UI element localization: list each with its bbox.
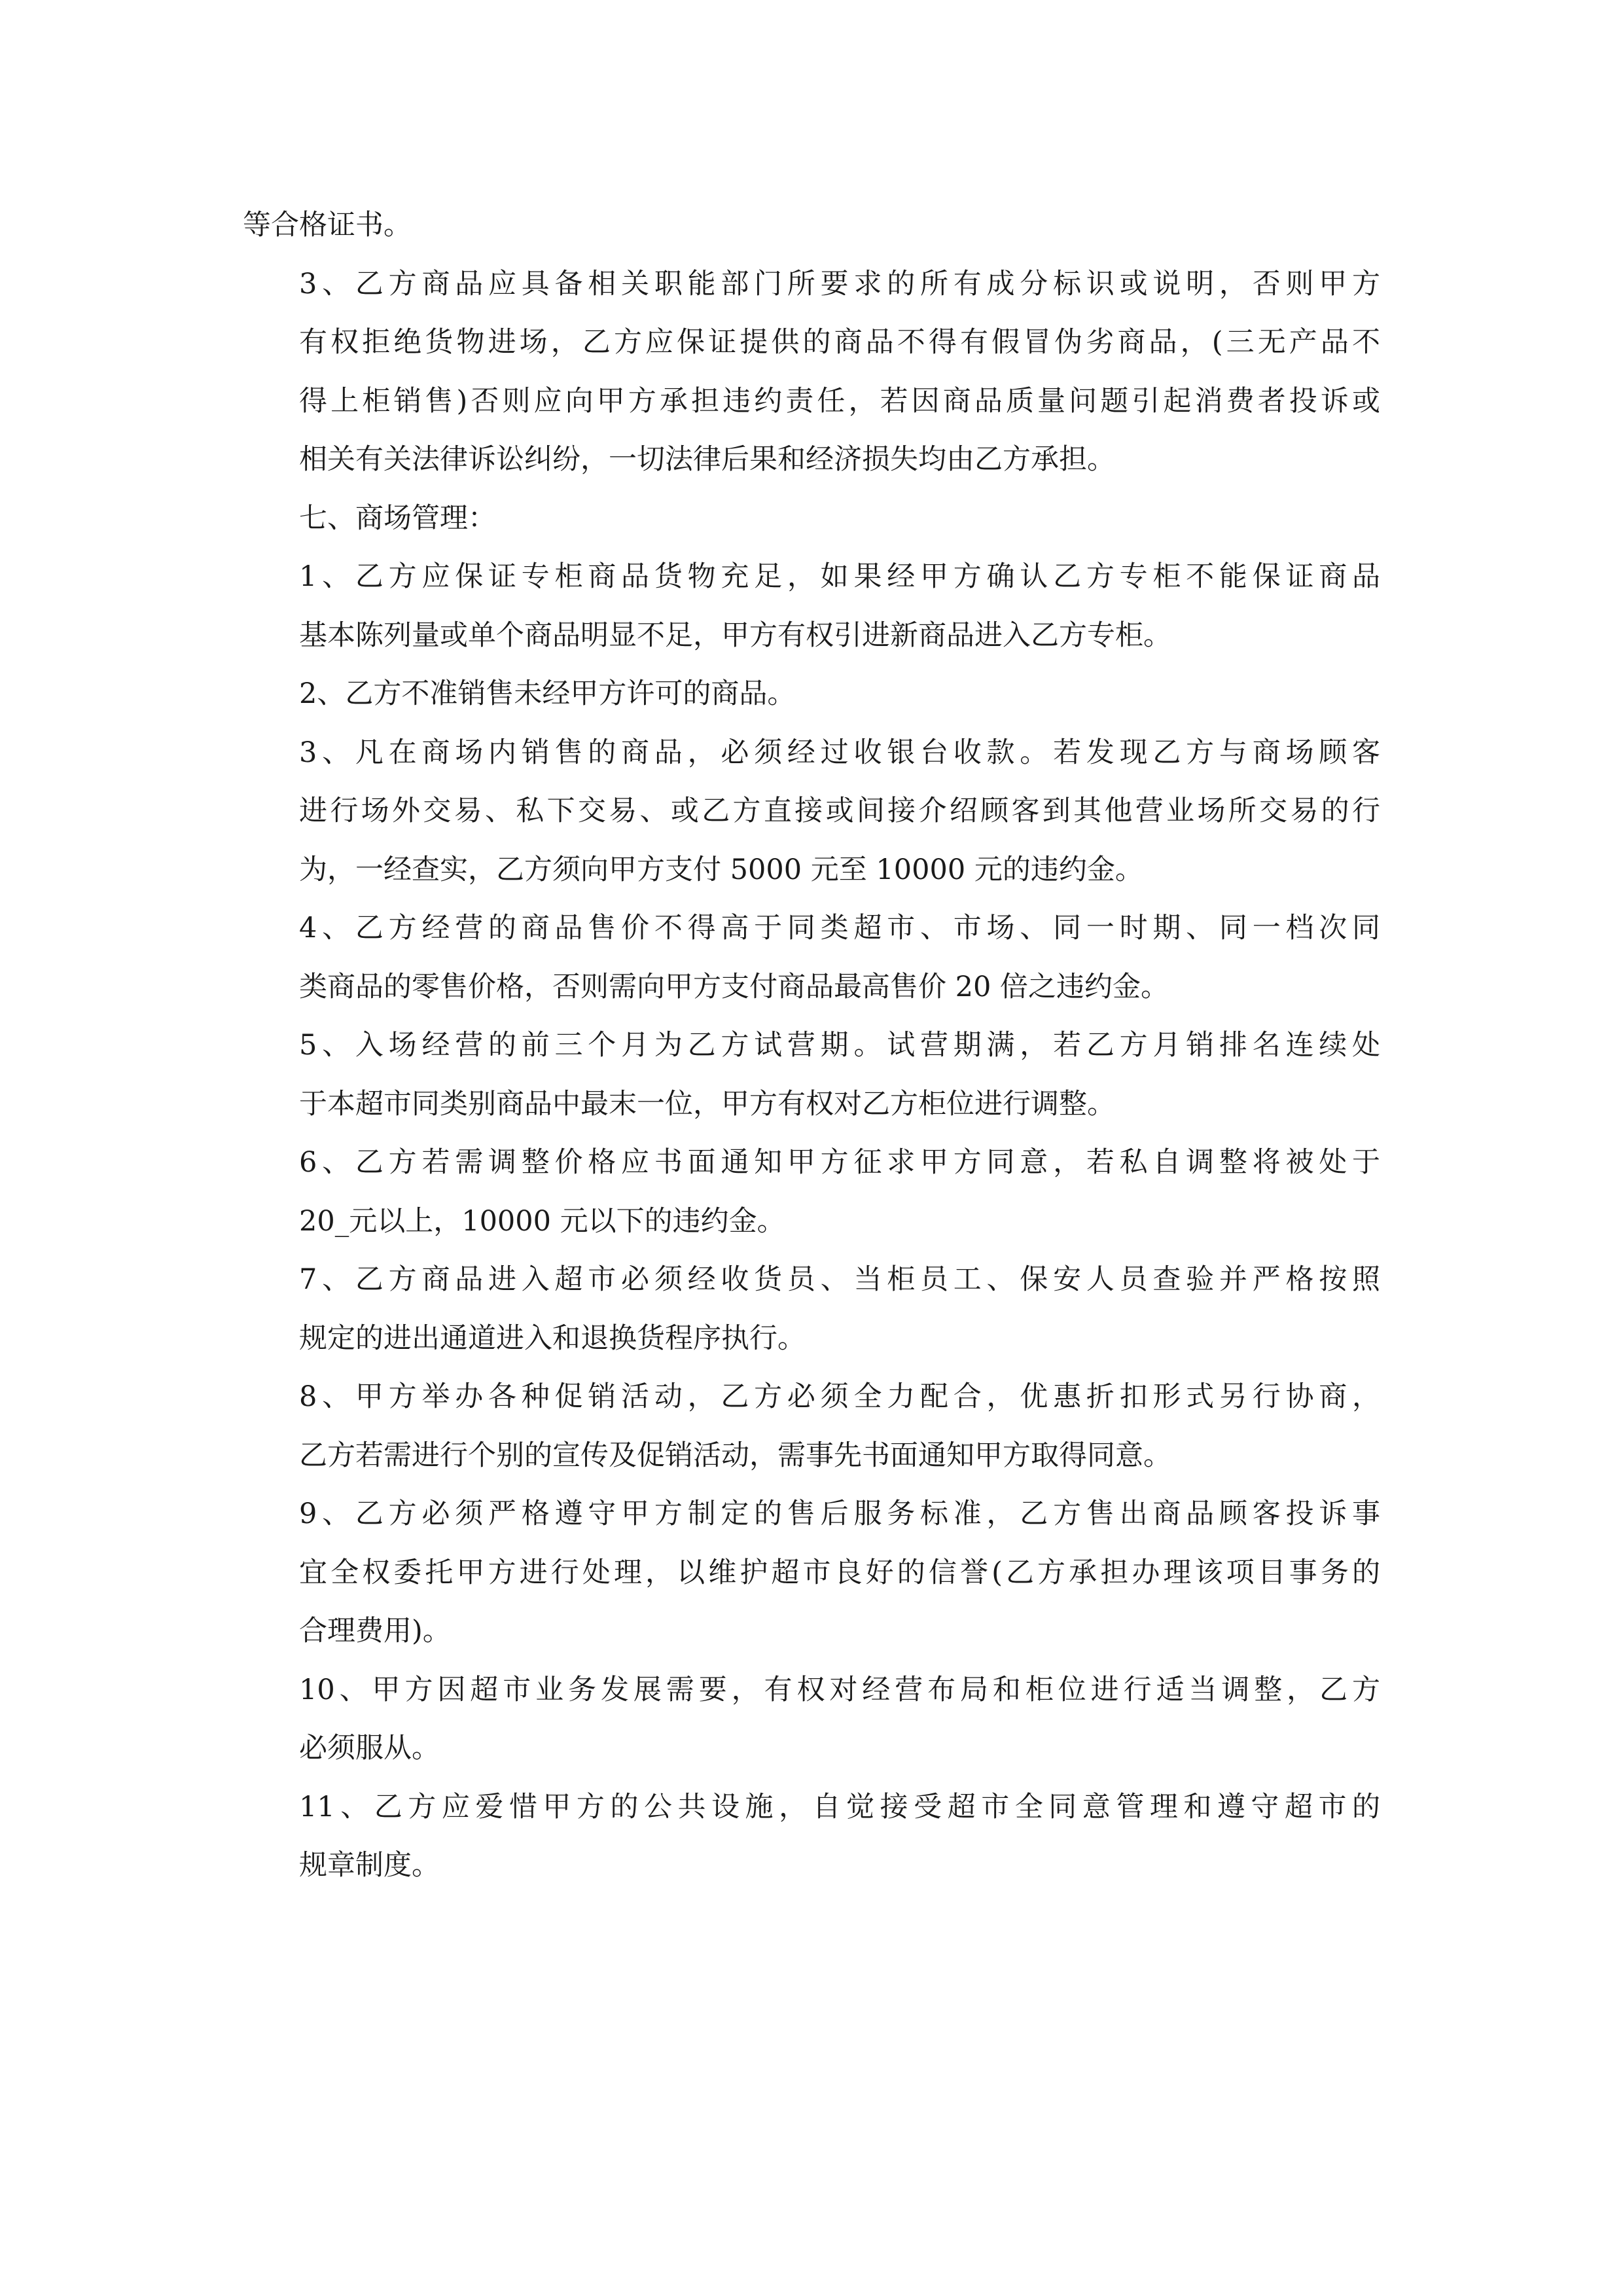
text-line: 于本超市同类别商品中最末一位，甲方有权对乙方柜位进行调整。: [299, 1087, 1115, 1121]
paragraph-clause-3-product-labeling: [243, 255, 1380, 490]
section-heading-mall-management: [243, 490, 1380, 548]
paragraph-clause-8-promotions: [243, 1368, 1380, 1485]
text-line: 2、乙方不准销售未经甲方许可的商品。: [299, 677, 796, 710]
text-line: 5、入场经营的前三个月为乙方试营期。试营期满，若乙方月销排名连续处: [299, 1029, 1380, 1062]
text-line: 6、乙方若需调整价格应书面通知甲方征求甲方同意，若私自调整将被处于: [299, 1146, 1380, 1179]
text-line: 乙方若需进行个别的宣传及促销活动，需事先书面通知甲方取得同意。: [299, 1439, 1171, 1472]
paragraph-continuation: [243, 196, 1380, 255]
paragraph-clause-1-stock: [243, 548, 1380, 665]
paragraph-clause-4-pricing: [243, 899, 1380, 1016]
text-line: 1、乙方应保证专柜商品货物充足，如果经甲方确认乙方专柜不能保证商品: [299, 560, 1380, 593]
text-line: 相关有关法律诉讼纠纷，一切法律后果和经济损失均由乙方承担。: [299, 443, 1115, 476]
text-line: 得上柜销售)否则应向甲方承担违约责任，若因商品质量问题引起消费者投诉或: [299, 384, 1380, 418]
paragraph-clause-7-inspection: [243, 1251, 1380, 1368]
section-heading: 七、商场管理：: [299, 501, 496, 535]
text-line: 基本陈列量或单个商品明显不足，甲方有权引进新商品进入乙方专柜。: [299, 619, 1171, 652]
text-line: 11、乙方应爱惜甲方的公共设施，自觉接受超市全同意管理和遵守超市的: [299, 1790, 1380, 1823]
paragraph-clause-5-trial-period: [243, 1016, 1380, 1134]
text-line: 4、乙方经营的商品售价不得高于同类超市、市场、同一时期、同一档次同: [299, 912, 1380, 944]
text-line: 8、甲方举办各种促销活动，乙方必须全力配合，优惠折扣形式另行协商，: [299, 1380, 1380, 1413]
text-line: 规定的进出通道进入和退换货程序执行。: [299, 1321, 806, 1355]
text-line: 进行场外交易、私下交易、或乙方直接或间接介绍顾客到其他营业场所交易的行: [299, 795, 1380, 827]
paragraph-clause-9-after-sales: [243, 1485, 1380, 1661]
text-line: 类商品的零售价格，否则需向甲方支付商品最高售价 20 倍之违约金。: [299, 970, 1169, 1003]
text-line: 规章制度。: [299, 1849, 440, 1882]
text-line: 3、凡在商场内销售的商品，必须经过收银台收款。若发现乙方与商场顾客: [299, 736, 1380, 769]
paragraph-clause-2-permitted-goods: [243, 665, 1380, 724]
text-line: 9、乙方必须严格遵守甲方制定的售后服务标准，乙方售出商品顾客投诉事: [299, 1498, 1380, 1530]
text-line: 有权拒绝货物进场，乙方应保证提供的商品不得有假冒伪劣商品，(三无产品不: [299, 326, 1380, 359]
paragraph-clause-6-price-adjustment: [243, 1134, 1380, 1251]
text-line: 10、甲方因超市业务发展需要，有权对经营布局和柜位进行适当调整，乙方: [299, 1673, 1380, 1706]
paragraph-clause-11-facilities: [243, 1778, 1380, 1895]
text-line: 20_元以上，10000 元以下的违约金。: [299, 1204, 785, 1238]
text-line: 3、乙方商品应具备相关职能部门所要求的所有成分标识或说明，否则甲方: [299, 267, 1380, 300]
document-page: [243, 196, 1380, 1895]
text-line: 等合格证书。: [243, 209, 412, 242]
text-line: 合理费用)。: [299, 1615, 451, 1647]
paragraph-clause-10-layout-adjustment: [243, 1661, 1380, 1778]
text-line: 7、乙方商品进入超市必须经收货员、当柜员工、保安人员查验并严格按照: [299, 1263, 1380, 1296]
text-line: 为，一经查实，乙方须向甲方支付 5000 元至 10000 元的违约金。: [299, 853, 1143, 886]
paragraph-clause-3-checkout: [243, 724, 1380, 900]
text-line: 宜全权委托甲方进行处理，以维护超市良好的信誉(乙方承担办理该项目事务的: [299, 1556, 1380, 1589]
text-line: 必须服从。: [299, 1732, 440, 1765]
